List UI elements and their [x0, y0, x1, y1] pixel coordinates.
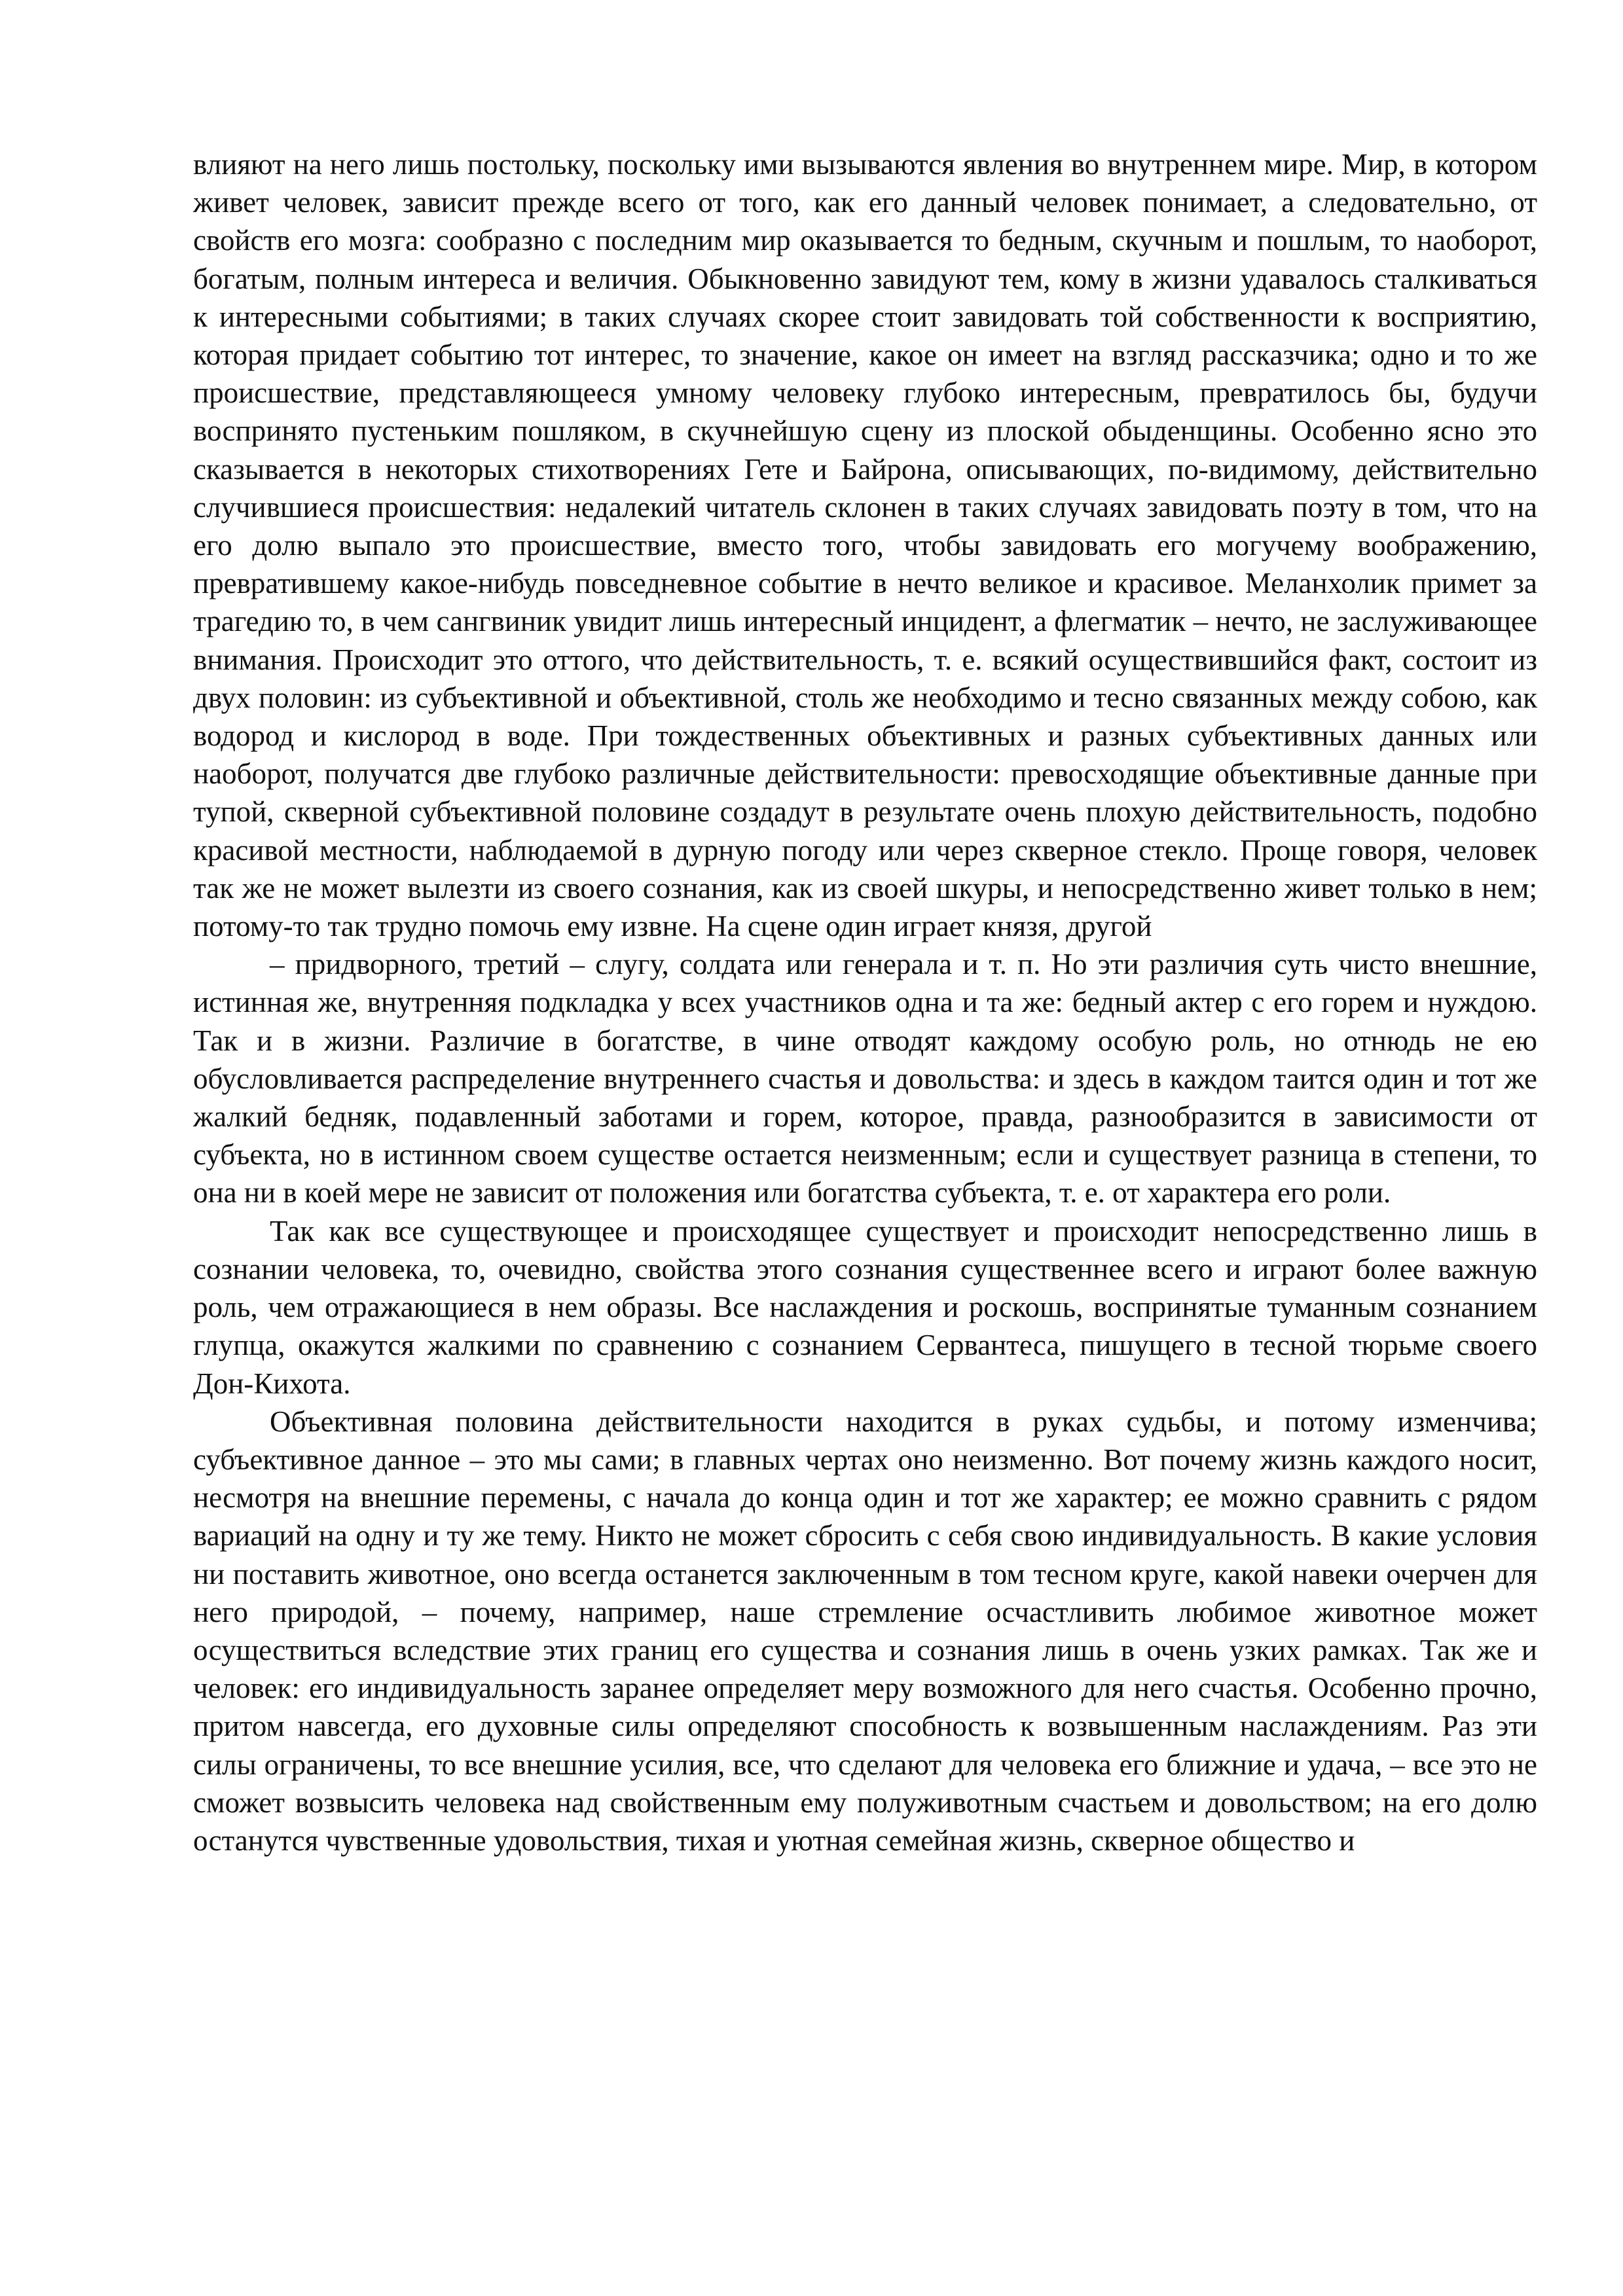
paragraph-2: – придворного, третий – слугу, солдата или генерала и т. п. Но эти различия суть чисто внешние, истинная же, внутренняя подкладка у всех участников одна и та же: бедный актер с его горем и нуждою. Так и в жизни. Различие в богатстве, в чине отводят каждому особую роль, но отнюдь не ею обусловливается распределение внутреннего счастья и довольства: и здесь в каждом таится один и тот же жалкий бедняк, подавленный заботами и горем, которое, правда, разнообразится в зависимости от субъекта, но в истинном своем существе остается неизменным; если и существует разница в степени, то она ни в коей мере не зависит от положения или богатства субъекта, т. е. от характера его роли. — [193, 948, 1537, 1210]
document-page — [193, 145, 1537, 1859]
paragraph-1: влияют на него лишь постольку, поскольку ими вызываются явления во внутреннем мире. Мир, в котором живет человек, зависит прежде всего от того, как его данный человек понимает, а следовательно, от свойств его мозга: сообразно с последним мир оказывается то бедным, скучным и пошлым, то наоборот, богатым, полным интереса и величия. Обыкновенно завидуют тем, кому в жизни удавалось сталкиваться к интересными событиями; в таких случаях скорее стоит завидовать той собственности к восприятию, которая придает событию тот интерес, то значение, какое он имеет на взгляд рассказчика; одно и то же происшествие, представляющееся умному человеку глубоко интересным, превратилось бы, будучи воспринято пустеньким пошляком, в скучнейшую сцену из плоской обыденщины. Особенно ясно это сказывается в некоторых стихотворениях Гете и Байрона, описывающих, по-видимому, действительно случившиеся происшествия: недалекий читатель склонен в таких случаях завидовать поэту в том, что на его долю выпало это происшествие, вместо того, чтобы завидовать его могучему воображению, превратившему какое-нибудь повседневное событие в нечто великое и красивое. Меланхолик примет за трагедию то, в чем сангвиник увидит лишь интересный инцидент, а флегматик – нечто, не заслуживающее внимания. Происходит это оттого, что действительность, т. е. всякий осуществившийся факт, состоит из двух половин: из субъективной и объективной, столь же необходимо и тесно связанных между собою, как водород и кислород в воде. При тождественных объективных и разных субъективных данных или наоборот, получатся две глубоко различные действительности: превосходящие объективные данные при тупой, скверной субъективной половине создадут в результате очень плохую действительность, подобно красивой местности, наблюдаемой в дурную погоду или через скверное стекло. Проще говоря, человек так же не может вылезти из своего сознания, как из своей шкуры, и непосредственно живет только в нем; потому-то так трудно помочь ему извне. На сцене один играет князя, другой — [193, 148, 1537, 943]
paragraph-4: Объективная половина действительности находится в руках судьбы, и потому изменчива; субъективное данное – это мы сами; в главных чертах оно неизменно. Вот почему жизнь каждого носит, несмотря на внешние перемены, с начала до конца один и тот же характер; ее можно сравнить с рядом вариаций на одну и ту же тему. Никто не может сбросить с себя свою индивидуальность. В какие условия ни поставить животное, оно всегда останется заключенным в том тесном круге, какой навеки очерчен для него природой, – почему, например, наше стремление осчастливить любимое животное может осуществиться вследствие этих границ его существа и сознания лишь в очень узких рамках. Так же и человек: его индивидуальность заранее определяет меру возможного для него счастья. Особенно прочно, притом навсегда, его духовные силы определяют способность к возвышенным наслаждениям. Раз эти силы ограничены, то все внешние усилия, все, что сделают для человека его ближние и удача, – все это не сможет возвысить человека над свойственным ему полуживотным счастьем и довольством; на его долю останутся чувственные удовольствия, тихая и уютная семейная жизнь, скверное общество и — [193, 1405, 1537, 1857]
paragraph-3: Так как все существующее и происходящее существует и происходит непосредственно лишь в сознании человека, то, очевидно, свойства этого сознания существеннее всего и играют более важную роль, чем отражающиеся в нем образы. Все наслаждения и роскошь, воспринятые туманным сознанием глупца, окажутся жалкими по сравнению с сознанием Сервантеса, пишущего в тесной тюрьме своего Дон-Кихота. — [193, 1214, 1537, 1400]
